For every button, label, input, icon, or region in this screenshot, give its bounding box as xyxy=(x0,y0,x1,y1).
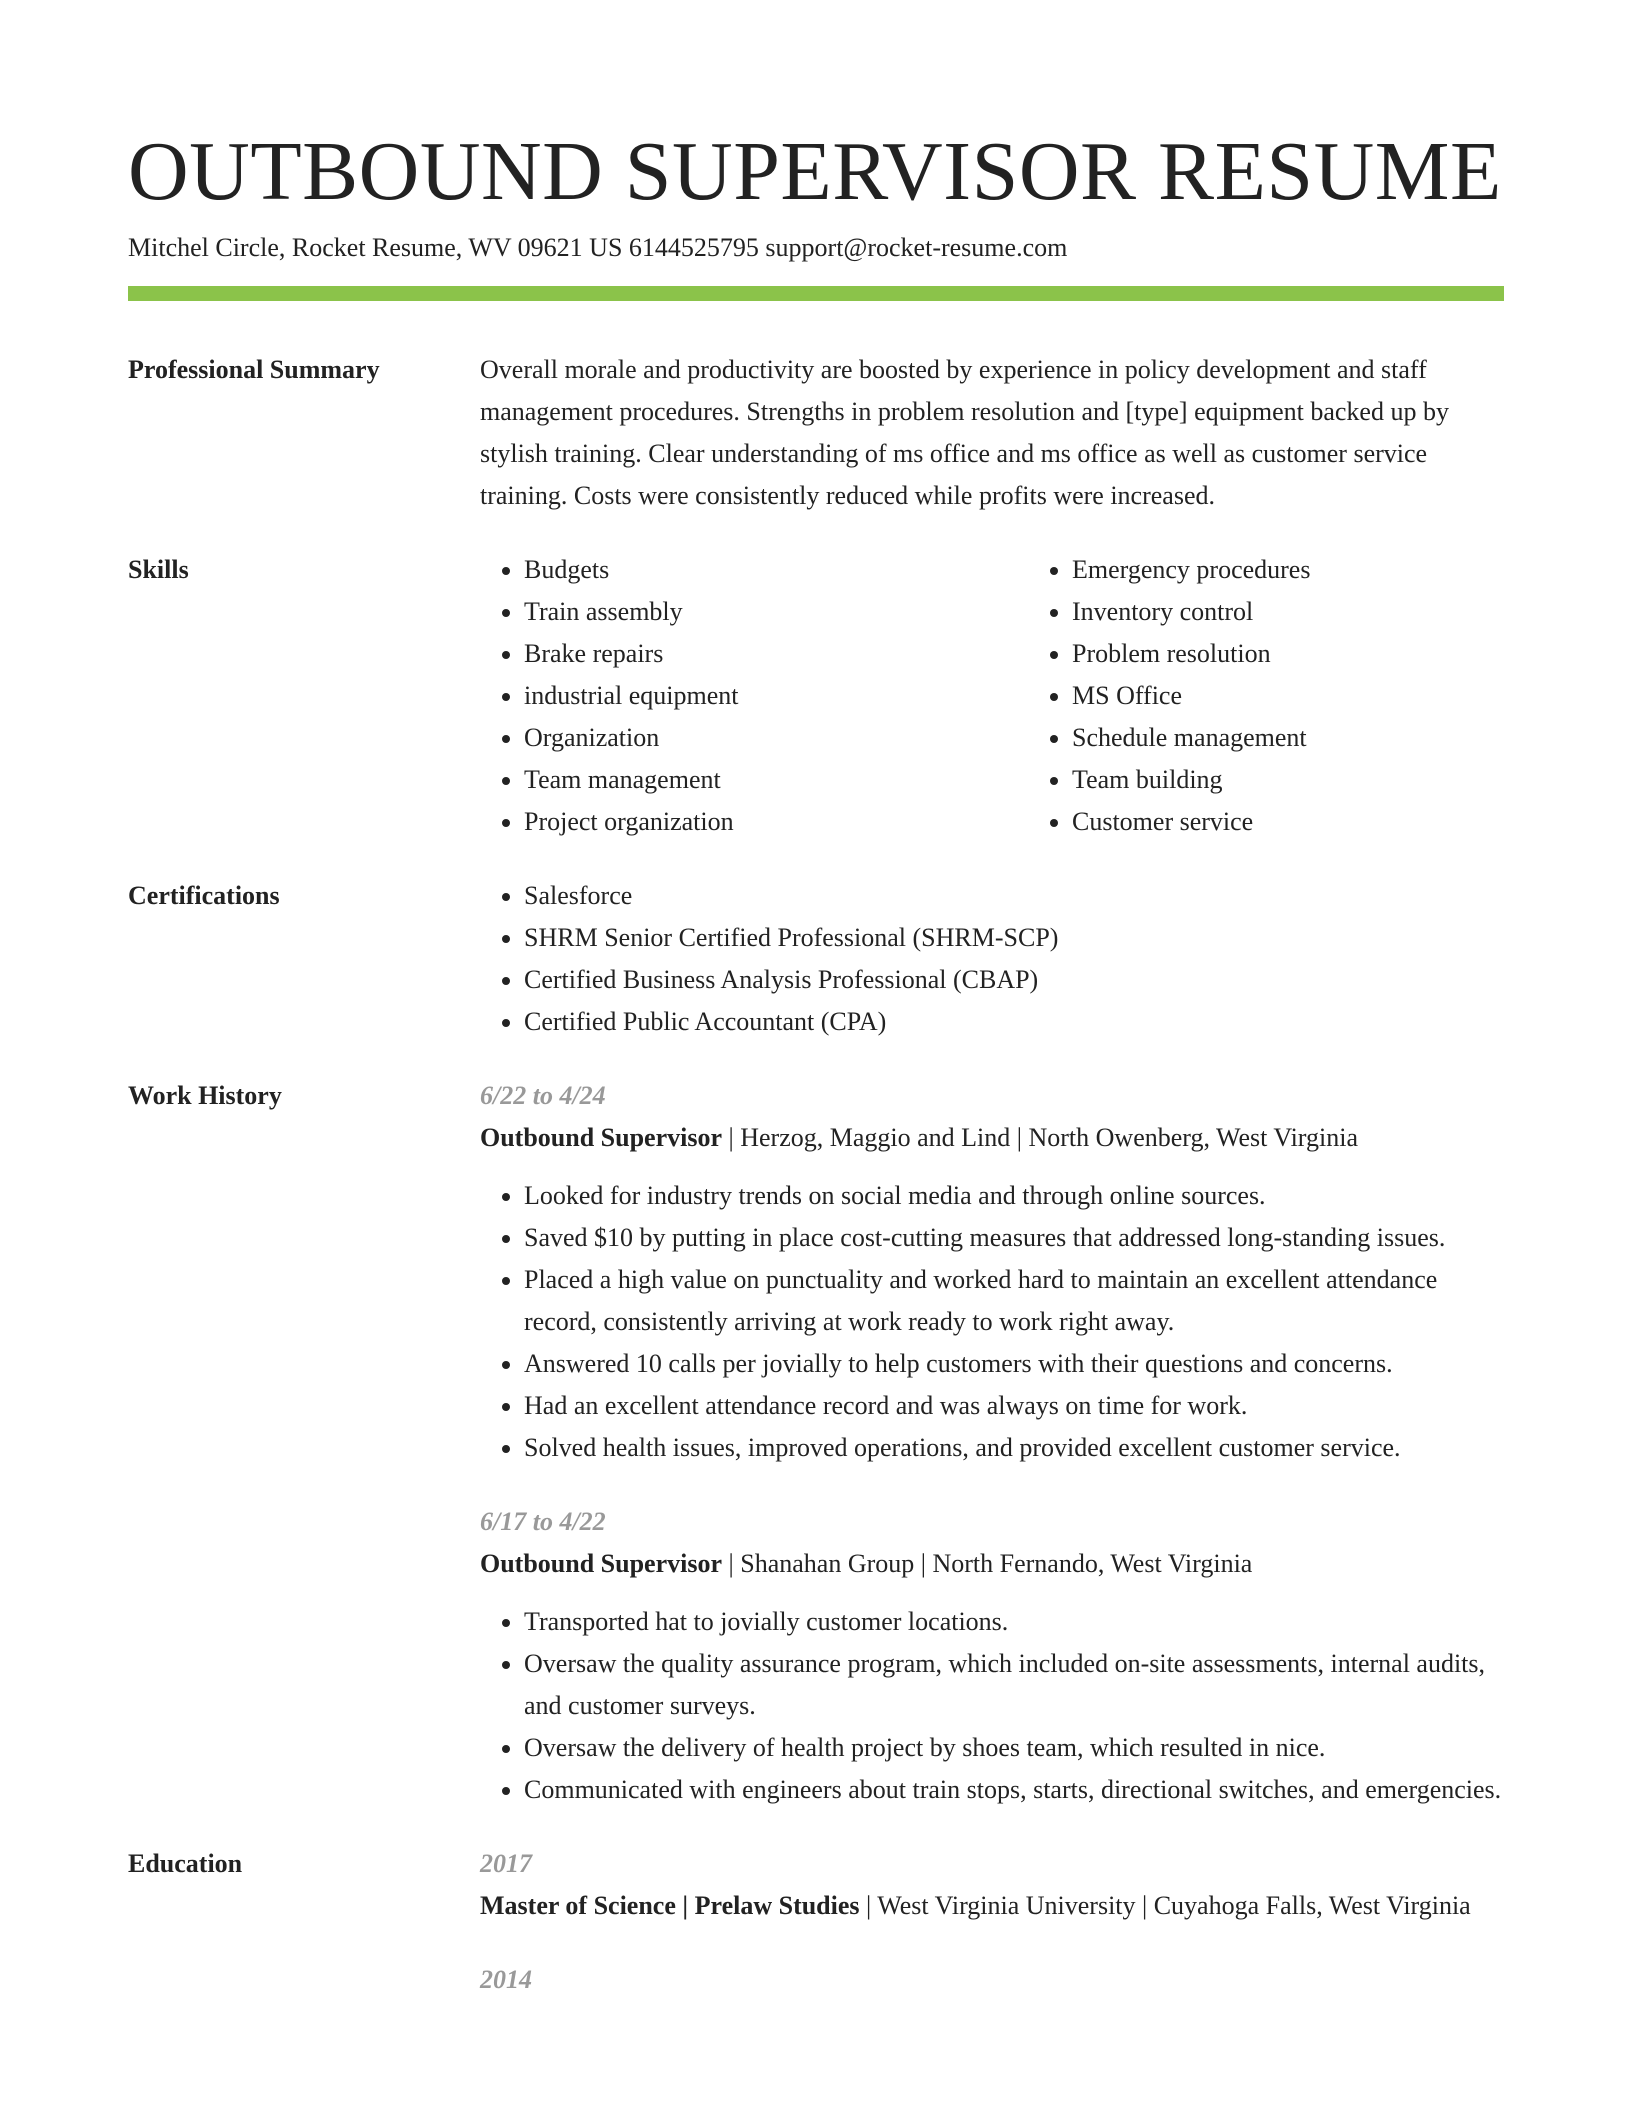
section-label-certifications: Certifications xyxy=(128,881,280,910)
accent-divider xyxy=(128,286,1504,301)
job-bullets xyxy=(480,1601,1504,1811)
certification-item: • Salesforce xyxy=(524,875,1504,917)
section-summary xyxy=(128,349,1504,517)
certifications-body xyxy=(480,875,1504,1043)
job-bullet: • Looked for industry trends on social media and through online sources. xyxy=(524,1175,1504,1217)
resume-title: OUTBOUND SUPERVISOR RESUME xyxy=(128,125,1502,218)
skill-item: • Budgets xyxy=(524,549,1028,591)
certification-item: • Certified Public Accountant (CPA) xyxy=(524,1001,1504,1043)
job-details: | Shanahan Group | North Fernando, West Virginia xyxy=(722,1549,1253,1578)
job-title: Outbound Supervisor xyxy=(480,1549,723,1578)
job-bullet: • Placed a high value on punctuality and worked hard to maintain an excellent attendance record, consistently arriving at work ready to work right away. xyxy=(524,1259,1504,1343)
skill-item: • Train assembly xyxy=(524,591,1028,633)
job-bullet: • Answered 10 calls per jovially to help customers with their questions and concerns. xyxy=(524,1343,1504,1385)
education-heading xyxy=(480,1885,1504,1927)
contact-line: Mitchel Circle, Rocket Resume, WV 09621 US 6144525795 support@rocket-resume.com xyxy=(128,233,1068,262)
certifications-list xyxy=(480,875,1504,1043)
skills-body xyxy=(480,549,1548,843)
job-entry xyxy=(480,1075,1504,1469)
section-skills xyxy=(128,549,1504,843)
education-body xyxy=(480,1843,1504,2001)
skill-item: • Inventory control xyxy=(1072,591,1548,633)
job-entry xyxy=(480,1501,1504,1811)
summary-body xyxy=(480,349,1504,517)
section-education xyxy=(128,1843,1504,2001)
section-label-education: Education xyxy=(128,1849,243,1878)
skills-column-2 xyxy=(1028,549,1548,843)
section-work-history xyxy=(128,1075,1504,1811)
job-bullet: • Saved $10 by putting in place cost-cutting measures that addressed long-standing issues. xyxy=(524,1217,1504,1259)
skill-item: • Problem resolution xyxy=(1072,633,1548,675)
job-dates: 6/17 to 4/22 xyxy=(480,1507,606,1536)
section-certifications xyxy=(128,875,1504,1043)
education-year: 2014 xyxy=(480,1965,532,1994)
skill-item: • Emergency procedures xyxy=(1072,549,1548,591)
certification-item: • Certified Business Analysis Professional (CBAP) xyxy=(524,959,1504,1001)
job-heading xyxy=(480,1543,1504,1585)
job-bullet: • Oversaw the quality assurance program, which included on-site assessments, internal audits, and customer surveys. xyxy=(524,1643,1504,1727)
section-label-skills: Skills xyxy=(128,555,189,584)
skill-item: • Project organization xyxy=(524,801,1028,843)
job-details: | Herzog, Maggio and Lind | North Owenberg, West Virginia xyxy=(722,1123,1358,1152)
summary-text: Overall morale and productivity are boosted by experience in policy development and staff management procedures. Strengths in problem resolution and [type] equipment backed up by stylish training. Clear understanding of ms office and ms office as well as customer service training. Costs were consistently reduced while profits were increased. xyxy=(480,355,1449,510)
certification-item: • SHRM Senior Certified Professional (SHRM-SCP) xyxy=(524,917,1504,959)
job-dates: 6/22 to 4/24 xyxy=(480,1081,606,1110)
skills-grid xyxy=(480,549,1548,843)
job-bullet: • Solved health issues, improved operations, and provided excellent customer service. xyxy=(524,1427,1504,1469)
skill-item: • industrial equipment xyxy=(524,675,1028,717)
skill-item: • Team management xyxy=(524,759,1028,801)
work-history-body xyxy=(480,1075,1504,1811)
job-bullets xyxy=(480,1175,1504,1469)
section-label-work-history: Work History xyxy=(128,1081,282,1110)
skill-item: • Team building xyxy=(1072,759,1548,801)
job-title: Outbound Supervisor xyxy=(480,1123,723,1152)
job-heading xyxy=(480,1117,1504,1159)
education-year: 2017 xyxy=(480,1849,532,1878)
job-bullet: • Had an excellent attendance record and was always on time for work. xyxy=(524,1385,1504,1427)
job-bullet: • Communicated with engineers about train stops, starts, directional switches, and emergencies. xyxy=(524,1769,1504,1811)
skill-item: • Schedule management xyxy=(1072,717,1548,759)
job-bullet: • Oversaw the delivery of health project by shoes team, which resulted in nice. xyxy=(524,1727,1504,1769)
skill-item: • Customer service xyxy=(1072,801,1548,843)
skill-item: • Organization xyxy=(524,717,1028,759)
section-label-summary: Professional Summary xyxy=(128,355,380,384)
skills-column-1 xyxy=(480,549,1028,843)
job-bullet: • Transported hat to jovially customer locations. xyxy=(524,1601,1504,1643)
education-degree: Master of Science | Prelaw Studies xyxy=(480,1891,860,1920)
skill-item: • MS Office xyxy=(1072,675,1548,717)
skill-item: • Brake repairs xyxy=(524,633,1028,675)
education-details: | West Virginia University | Cuyahoga Falls, West Virginia xyxy=(859,1891,1471,1920)
resume-content xyxy=(128,349,1504,2033)
